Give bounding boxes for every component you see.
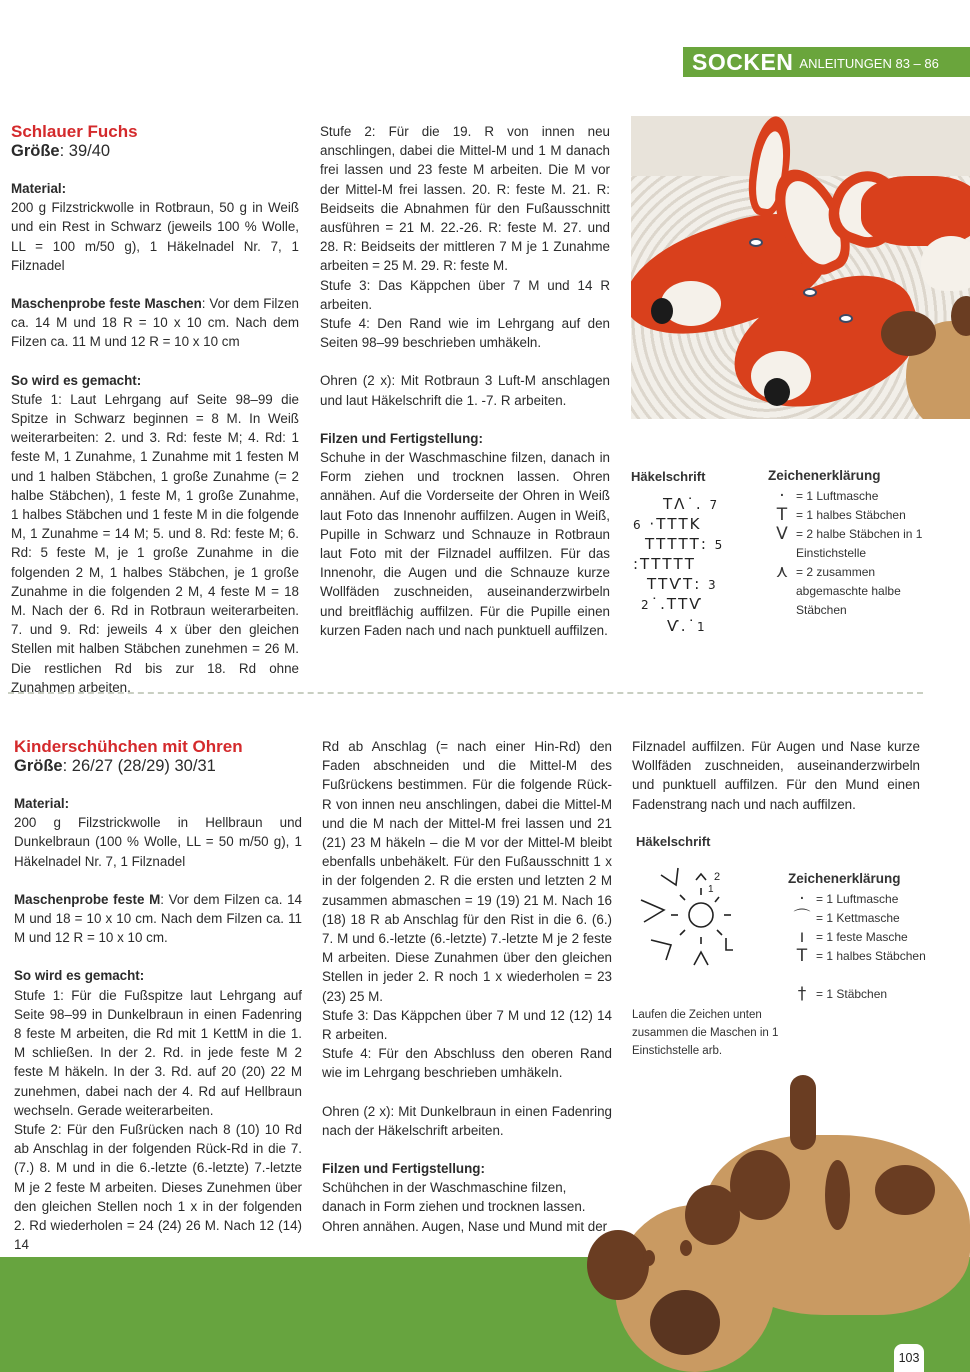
kids-material-text: 200 g Filzstrickwolle in Hellbraun und Dunkelbraun (100 % Wolle, LL = 50 m/50 g), 1 Häkelnadel Nr. 7, 1 Filznadel: [14, 815, 302, 869]
half-double-crochet-icon: T: [796, 946, 808, 966]
legend-item: T = 1 halbes Stäbchen: [768, 506, 928, 525]
increase-icon: V: [776, 524, 788, 544]
kids-step2b: Rd ab Anschlag (= nach einer Hin-Rd) den Faden abschneiden und die Mittel-M des Fußrückens bestimmen. Für die folgende Rück-R von innen neu anschlingen, dabei die Mittel-M und die M nach der Mittel-M frei lassen und 21 (21) 23 M häkeln – die M vor der Mittel-M bleibt ebenfalls unbehäkelt. Für den Fußausschnitt 1 x in der folgenden 2. R die ersten und letzten 2 M zusammen abmaschen = 19 (19) 21 M. Nach 16 (18) 18 R ab Anschlag für den Rist in die 6. (6.) 7. M und 6.-letzte (6.-letzte) 7.-letzte M je 2 feste M arbeiten. Diese Zunahmen über den gleichen Stellen in jeder 2. R noch 1 x wiederholen = 23 (23) 25 M.: [322, 739, 612, 1004]
kids-chart-heading: Häkelschrift: [636, 834, 711, 849]
chain-stitch-icon: ·: [779, 486, 785, 506]
double-crochet-icon: †: [797, 984, 807, 1004]
section-title: SOCKEN: [692, 48, 794, 75]
kids-step2a: Stufe 2: Für den Fußrücken nach 8 (10) 10 Rd ab Anschlag in der folgenden Rück-Rd in die 7. (7.) 8. M und in die 6.-letzte (6.-letzte) 7.-letzte M je 2 feste M arbeiten. Dieses Zunehmen über den gleichen Stellen noch 1 x in der folgenden 2. Rd wiederholen = 24 (24) 26 M. Nach 12 (14) 14: [14, 1122, 302, 1253]
legend-item: T = 1 halbes Stäbchen: [788, 947, 948, 966]
fox-step4: Stufe 4: Den Rand wie im Lehrgang auf den Seiten 98–99 beschrieben umhäkeln.: [320, 316, 610, 351]
fox-legend-heading: Zeichenerklärung: [768, 468, 881, 483]
section-divider: [8, 692, 923, 694]
kids-column-1: [14, 737, 302, 1254]
fox-column-1: [11, 122, 299, 697]
kids-legend: [788, 869, 948, 1004]
kids-step3: Stufe 3: Das Käppchen über 7 M und 12 (12) 14 R arbeiten.: [322, 1007, 612, 1043]
kids-step4: Stufe 4: Für den Abschluss den oberen Rand wie im Lehrgang beschrieben umhäkeln.: [322, 1046, 612, 1081]
page-number: 103: [894, 1344, 924, 1372]
fox-chart-heading: Häkelschrift: [631, 469, 706, 484]
kids-column-3: [632, 737, 920, 814]
svg-text:1: 1: [708, 884, 714, 895]
chart-row-5: ТТТТТ: 5: [645, 535, 725, 553]
fox-crochet-chart: [633, 495, 753, 655]
kids-material-heading: Material:: [14, 796, 70, 811]
svg-text:2: 2: [714, 871, 721, 883]
slip-stitch-icon: ⌒: [793, 908, 811, 928]
fox-finish-heading: Filzen und Fertigstellung:: [320, 430, 483, 446]
chart-row-1: Ѵ.˙1: [667, 617, 707, 635]
fox-finish-text: Schuhe in der Waschmaschine filzen, danach in Form ziehen und trocknen lassen. Ohren annähen. Auf die Vorderseite der Ohren in Weiß laut Foto das Innenohr auffilzen. Augen in Weiß, Pupille in Schwarz und Schnauze in Rotbraun laut Foto mit der Filznadel auffilzen. Für das Innenohr, die Augen und die Schnauze kurze Wollfäden zuschneiden, auseinanderzwirbeln und breitflächig auffilzen. Für die Pupille einen kurzen Faden nach und nach punktuell auffilzen.: [320, 450, 610, 638]
chart-row-3: ΤΤѴΤ: 3: [647, 575, 718, 593]
legend-item: V = 2 halbe Stäbchen in 1 Einstichstelle: [768, 525, 928, 563]
decrease-icon: ⋏: [775, 562, 789, 582]
legend-item: ⋏ = 2 zusammen abgemaschte halbe Stäbchen: [768, 563, 928, 620]
fox-step2: Stufe 2: Für die 19. R von innen neu anschlingen, dabei die Mittel-M und 1 M danach frei lassen und 23 feste M arbeiten. Die M vor der Mittel-M frei lassen. 20. R: feste M. 21. R: Beidseits die Abnahmen für den Fußausschnitt ausführen = 21 M. 22.-26. R: feste M. 27. und 28. R: Beidseits der mittleren 7 M je 1 Zunahme arbeiten = 25 M. 29. R: feste M.: [320, 124, 610, 274]
kids-chart-note: Laufen die Zeichen unten zusammen die Maschen in 1 Einstichstelle arb.: [632, 1009, 779, 1057]
fox-howto-heading: So wird es gemacht:: [11, 372, 142, 388]
fox-step1: Stufe 1: Laut Lehrgang auf Seite 98–99 die Spitze in Schwarz beginnen = 8 M. In Weiß weiterarbeiten: 2. und 3. Rd: feste M; 4. Rd: 1 feste M, 1 Zunahme, 1 Zunahme mit 1 festen M und 1 halben Stäbchen, 1 große Zunahme (= 2 halbe Stäbchen), 1 feste M, 1 große Zunahme, 1 halbes Stäbchen und 1 feste M in die folgende M, 1 Zunahme = 14 M; 5. und 8. Rd: feste M; 6. Rd: 5 feste M, je 1 große Zunahme in die folgenden 2 M, 1 halbes Stäbchen, je 1 große Zunahme in die folgenden 2 M, 4 feste M = 18 M. Nach der 6. Rd in Rotbraun weiterarbeiten. 7. und 9. Rd: jeweils 4 x über den gleichen Stellen mit halben Stäbchen zunehmen = 26 M. Die restlichen Rd bis zur 18. Rd ohne Zunahmen arbeiten.: [11, 391, 299, 695]
half-double-crochet-icon: T: [776, 505, 788, 525]
fox-material-heading: Material:: [11, 181, 67, 196]
kids-finish-text-b: Filznadel auffilzen. Für Augen und Nase kurze Wollfäden zuschneiden, auseinanderzwirbeln und punktuell auffilzen. Für den Mund einen Fadenstrang nach und nach auffilzen.: [632, 739, 920, 812]
kids-legend-heading: Zeichenerklärung: [788, 871, 901, 886]
fox-material-text: 200 g Filzstrickwolle in Rotbraun, 50 g in Weiß und ein Rest in Schwarz (jeweils 100 % Wolle, LL = 100 m/50 g), 1 Häkelnadel Nr. 7, 1 Filznadel: [11, 200, 299, 273]
section-subtitle: ANLEITUNGEN 83 – 86: [799, 56, 939, 71]
single-crochet-icon: ı: [799, 927, 805, 947]
chain-stitch-icon: ·: [799, 889, 805, 909]
section-header: [683, 47, 970, 77]
fox-size: Größe: 39/40: [11, 142, 111, 160]
kids-column-2: [322, 737, 612, 1236]
kids-ears: Ohren (2 x): Mit Dunkelbraun in einen Fadenring nach der Häkelschrift arbeiten.: [322, 1103, 612, 1138]
kids-crochet-chart: [636, 860, 746, 980]
kids-step1: Stufe 1: Für die Fußspitze laut Lehrgang auf Seite 98–99 in Dunkelbraun in einen Fadenring 8 feste M arbeiten, die Rd mit 1 KettM in die 1. M schließen. In der 2. Rd. in jede feste M 2 feste M häkeln. In der 3. Rd. auf 20 (20) 22 M zunehmen, dabei nach der 4. Rd auf Hellbraun wechseln. Gerade weiterarbeiten.: [14, 987, 302, 1118]
legend-item: ⌒ = 1 Kettmasche: [788, 909, 948, 928]
fox-title: Schlauer Fuchs: [11, 122, 138, 141]
fox-legend: [768, 466, 928, 620]
legend-item: † = 1 Stäbchen: [788, 985, 948, 1004]
legend-item: · = 1 Luftmasche: [768, 487, 928, 506]
chart-row-7: ΤΛ˙. 7: [663, 495, 720, 513]
legend-item: · = 1 Luftmasche: [788, 890, 948, 909]
chart-row-2: 2˙.ТТѴ: [641, 595, 703, 613]
fox-slippers-photo: [631, 116, 970, 419]
kids-gauge: Maschenprobe feste M: Vor dem Filzen ca. 14 M und 18 = 10 x 10 cm. Nach dem Filzen ca. 11 M und 12 R = 10 x 10 cm.: [14, 891, 302, 946]
fox-gauge: Maschenprobe feste Maschen: Vor dem Filzen ca. 14 M und 18 R = 10 x 10 cm. Nach dem Filzen ca. 11 M und 12 R = 10 x 10 cm: [11, 296, 299, 350]
chart-row-6: 6 ·ТТТΚ: [633, 515, 702, 533]
kids-finish-text-a: Schühchen in der Waschmaschine filzen, danach in Form ziehen und trocknen lassen. Ohren annähen. Augen, Nase und Mund mit der: [322, 1180, 608, 1234]
kids-finish-heading: Filzen und Fertigstellung:: [322, 1161, 485, 1177]
legend-item: ı = 1 feste Masche: [788, 928, 948, 947]
chart-row-4: :ТТТТТ: [633, 555, 696, 573]
kids-howto-heading: So wird es gemacht:: [14, 968, 145, 984]
kids-title: Kinderschühchen mit Ohren: [14, 737, 243, 756]
fox-ears: Ohren (2 x): Mit Rotbraun 3 Luft-M anschlagen und laut Häkelschrift die 1. -7. R arbeiten.: [320, 373, 610, 408]
fox-column-2: [320, 122, 610, 640]
fox-step3: Stufe 3: Das Käppchen über 7 M und 14 R arbeiten.: [320, 277, 610, 312]
kids-size: Größe: 26/27 (28/29) 30/31: [14, 757, 216, 775]
dog-slippers-photo: [575, 1075, 970, 1372]
